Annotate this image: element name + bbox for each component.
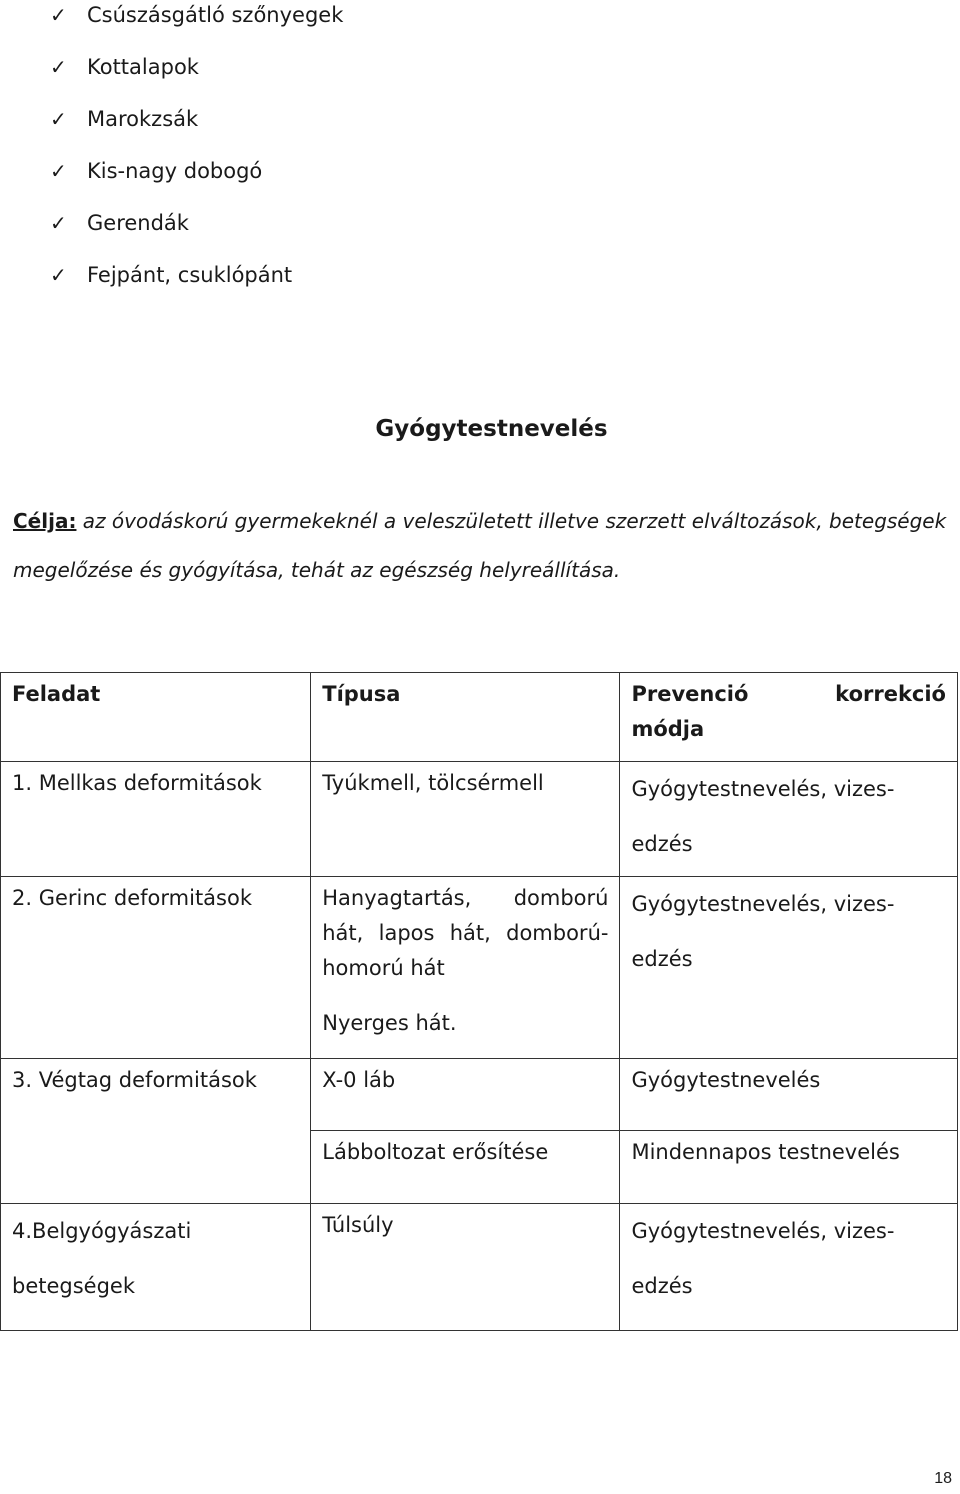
- table-row: [1, 877, 958, 1059]
- checklist-item: [50, 52, 343, 104]
- checklist-item: [50, 208, 343, 260]
- checklist-item: [50, 156, 343, 208]
- table-row: [1, 1059, 958, 1131]
- header-prevencio: [620, 673, 958, 762]
- checklist-item: [50, 0, 343, 52]
- checkmark-icon: ✓: [50, 107, 67, 131]
- section-title: Gyógytestnevelés: [375, 416, 608, 442]
- equipment-checklist: [50, 0, 343, 312]
- cell-tipusa: Túlsúly: [311, 1204, 620, 1331]
- purpose-label: Célja:: [13, 509, 77, 533]
- header-feladat: Feladat: [1, 673, 311, 762]
- cell-tipusa: Tyúkmell, tölcsérmell: [311, 762, 620, 877]
- cell-feladat: 4.Belgyógyászati betegségek: [1, 1204, 311, 1331]
- checklist-item: [50, 260, 343, 312]
- cell-prevencio: Gyógytestnevelés: [620, 1059, 958, 1131]
- cell-prevencio: Gyógytestnevelés, vizes-edzés: [620, 762, 958, 877]
- cell-prevencio: Mindennapos testnevelés: [620, 1131, 958, 1204]
- checklist-item-label: Fejpánt, csuklópánt: [87, 263, 293, 287]
- table-row: [1, 1204, 958, 1331]
- checkmark-icon: ✓: [50, 3, 67, 27]
- purpose-paragraph: [13, 497, 953, 595]
- cell-tipusa-group: [311, 877, 620, 1059]
- cell-feladat: [1, 1131, 311, 1204]
- checklist-item: [50, 104, 343, 156]
- checkmark-icon: ✓: [50, 211, 67, 235]
- checklist-item-label: Gerendák: [87, 211, 189, 235]
- purpose-text: az óvodáskorú gyermekeknél a veleszületett illetve szerzett elváltozások, betegségek megelőzése és gyógyítása, tehát az egészség helyreállítása.: [13, 509, 947, 582]
- cell-tipusa: X-0 láb: [311, 1059, 620, 1131]
- cell-feladat: 3. Végtag deformitások: [1, 1059, 311, 1131]
- cell-tipusa-extra: Nyerges hát.: [322, 1011, 457, 1035]
- deformity-table: [0, 672, 958, 1331]
- checkmark-icon: ✓: [50, 55, 67, 79]
- checklist-item-label: Csúszásgátló szőnyegek: [87, 3, 344, 27]
- cell-prevencio: Gyógytestnevelés, vizes-edzés: [620, 877, 958, 1059]
- header-tipusa: Típusa: [311, 673, 620, 762]
- checklist-item-label: Kis-nagy dobogó: [87, 159, 263, 183]
- header-prevencio-label: Prevenció korrekció módja: [631, 682, 946, 741]
- cell-tipusa: Lábboltozat erősítése: [311, 1131, 620, 1204]
- cell-prevencio: Gyógytestnevelés, vizes-edzés: [620, 1204, 958, 1331]
- page-number: 18: [934, 1470, 952, 1487]
- checkmark-icon: ✓: [50, 263, 67, 287]
- table-row: [1, 762, 958, 877]
- table-header-row: [1, 673, 958, 762]
- cell-feladat: 1. Mellkas deformitások: [1, 762, 311, 877]
- table-row: [1, 1131, 958, 1204]
- cell-feladat: 2. Gerinc deformitások: [1, 877, 311, 1059]
- checklist-item-label: Marokzsák: [87, 107, 199, 131]
- checkmark-icon: ✓: [50, 159, 67, 183]
- checklist-item-label: Kottalapok: [87, 55, 199, 79]
- cell-tipusa: Hanyagtartás, domború hát, lapos hát, domború-homorú hát: [322, 886, 609, 980]
